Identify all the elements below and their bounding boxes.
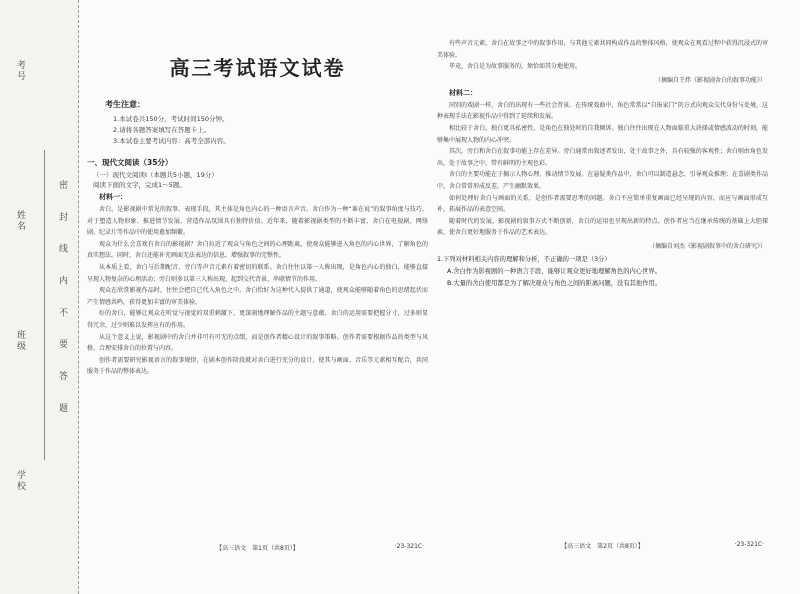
notice-item: 1.本试卷共150分，考试时间150分钟。: [113, 115, 229, 123]
binding-margin: [0, 0, 79, 594]
body-paragraph: 毕竟，舍白是为故事服务的，须恰如其分地使用。: [449, 63, 582, 71]
left-page: [85, 40, 430, 560]
body-paragraph: 同别的戏剧一样，舍白的出现有一些社会背景。在传统戏曲中，角色常常以“自报家门”的方式向观众交代身份与处境，这种表现手法在影视作品中得到了延续和发展。: [437, 101, 768, 121]
footer-code: ·23-321C·: [734, 541, 764, 548]
binding-label-class: 班级: [15, 330, 25, 352]
body-paragraph: 其次，旁白和舍白在叙事功能上存在差异。旁白通常由叙述者发出，处于故事之外，具有较强的客观性；舍白则由角色发出，处于故事之中，带有鲜明的主观色彩。: [437, 148, 768, 167]
body-paragraph: 好的舍白，能够让观众在听觉与视觉的双重刺激下，更深刻地理解作品的主题与意蕴。舍白的运用需要把握分寸，过多则显得冗余，过少则难以发挥应有的作用。: [87, 310, 428, 329]
footer-page-label: 【高三语文 第1页（共8页）】: [216, 545, 299, 552]
notice-item: 2.请将各题答案填写在答题卡上。: [113, 126, 211, 134]
section-heading: 一、现代文阅读（35分）: [87, 158, 173, 167]
binding-label-name: 姓名: [15, 210, 25, 232]
binding-label-school: 学校: [15, 470, 25, 492]
body-paragraph: 舍白，是影视剧中常见的叙事、表现手段，其主体是角色内心的一种语言声音。舍白作为一种“谁在说”的叙事角度与技巧，对于塑造人物形象、推进情节发展、营造作品氛围具有独特价值。近年来，随着影视剧类型的不断丰富，舍白在电视剧、网络剧、纪录片等作品中的使用愈加频繁。: [87, 206, 428, 237]
subsection-heading: （一）现代文阅读Ⅰ（本题共5小题，19分）: [93, 171, 218, 179]
body-paragraph: 有些声音元素，舍白在故事之中的叙事作用，与其他元素共同构成作品的整体风格，使观众在观看过程中获得沉浸式的审美体验。: [437, 40, 768, 59]
notice-heading: 考生注意：: [105, 100, 145, 109]
binding-line: [44, 150, 45, 460]
body-paragraph: 观众在欣赏影视作品时，往往会把自己代入角色之中。舍白恰好为这种代入提供了通道，使观众能够随着角色的思绪起伏而产生情感共鸣，获得更加丰富的审美体验。: [87, 287, 428, 306]
footer-page-label: 【高三语文 第2页（共8页）】: [561, 543, 644, 550]
notice-item: 3.本试卷主要考试内容：高考全部内容。: [113, 137, 230, 145]
question-option: A.舍白作为影视剧的一种语言手段，能够让观众更好地理解角色的内心世界。: [447, 267, 661, 275]
footer-code: ·23-321C·: [394, 543, 424, 550]
reading-instruction: 阅读下面的文字，完成1～5题。: [93, 181, 186, 189]
body-paragraph: 舍白的主要功能在于揭示人物心理、推动情节发展。在悬疑类作品中，舍白可以制造悬念、引导观众推理；在喜剧类作品中，舍白常常形成反差，产生幽默效果。: [437, 171, 768, 190]
source-citation: （摘编自刘杰《影视剧叙事中的舍白研究》）: [648, 242, 766, 250]
source-citation: （摘编自王炜《影视剧舍白的叙事功能》）: [654, 76, 766, 84]
seal-text: 密 封 线 内 不 要 答 题: [57, 180, 67, 423]
body-paragraph: 相比较于舍白，独白更具私密性，是角色在独处时的自我倾诉。独白往往出现在人物面临重大抉择或情感波动的时刻，能够集中展现人物的内心冲突。: [437, 124, 768, 144]
page-footer: [435, 541, 770, 550]
body-paragraph: 如何处理好舍白与画面的关系，是创作者需要思考的问题。舍白不应简单重复画面已经呈现的内容，而应与画面形成互补，拓展作品的表意空间。: [437, 194, 768, 214]
exam-title: 高三考试语文试卷: [169, 56, 346, 80]
body-paragraph: 创作者需要研究影视语言的叙事规律，在剧本创作阶段就对舍白进行充分的设计，使其与画面、音乐等元素相互配合，共同服务于作品的整体表达。: [87, 356, 428, 376]
body-paragraph: 随着时代的发展，影视剧的叙事方式不断创新，舍白的运用也呈现出新的特点。创作者应当在继承传统的基础上大胆探索，使舍白更好地服务于作品的艺术表达。: [437, 217, 768, 237]
question-stem: 1.下列对材料相关内容的理解和分析，不正确的一项是（3分）: [437, 255, 611, 263]
body-paragraph: 从本质上看，舍白与后期配音、旁白等声音元素有着密切的联系。舍白往往以第一人称出现，是角色内心的独白，能够直接呈现人物复杂的心理活动；旁白则多以第三人称出现，起到交代背景、串联情节的作用。: [87, 263, 428, 283]
material-label: 材料一：: [99, 193, 127, 201]
binding-label-id: 考号: [15, 60, 25, 82]
question-option: B.大量的舍白使用都是为了解决观众与角色之间的距离问题，没有其他作用。: [447, 279, 662, 287]
body-paragraph: 从这个意义上说，影视剧中的舍白并非可有可无的点缀，而是创作者精心设计的叙事策略。创作者需要根据作品的类型与风格，合理安排舍白的位置与内容。: [87, 333, 428, 353]
page-footer: [85, 543, 430, 552]
material-label: 材料二：: [449, 88, 477, 97]
body-paragraph: 观众为什么会喜欢有舍白的影视剧？舍白拉近了观众与角色之间的心理距离，使观众能够进入角色的内心世界，了解角色的真实想法。同时，舍白还能补充画面无法表达的信息，增强叙事的完整性。: [87, 240, 428, 260]
right-page: [435, 38, 770, 558]
